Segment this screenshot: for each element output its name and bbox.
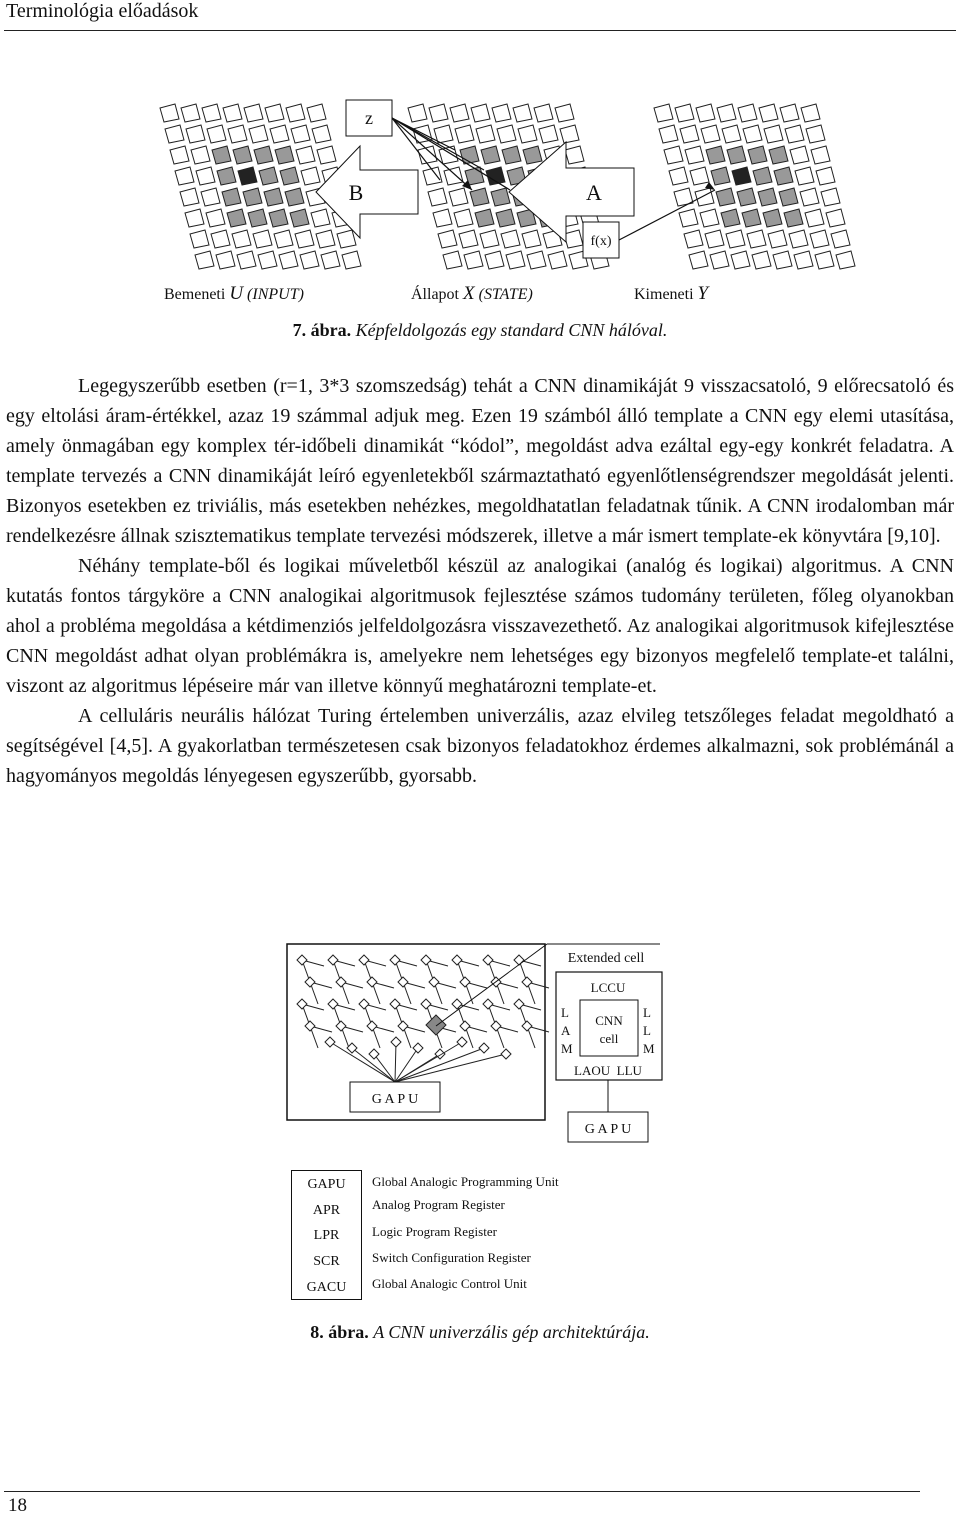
page-number: 18 — [8, 1495, 27, 1516]
svg-text:M: M — [643, 1041, 655, 1056]
gapu-left-label: G A P U — [371, 1092, 419, 1107]
svg-text:L: L — [561, 1005, 569, 1020]
figure-7-caption: 7. ábra. Képfeldolgozás egy standard CNN hálóval. — [292, 320, 668, 340]
svg-text:Kimeneti Y: Kimeneti Y — [634, 283, 709, 304]
svg-text:A: A — [561, 1023, 571, 1038]
footer-rule — [4, 1491, 920, 1492]
paragraph-3: A celluláris neurális hálózat Turing értelemben univerzális, azaz elvileg tetszőleges feladat megoldható a segítségével [4,5]. A gyakorlatban természetesen csak bizonyos feladatokhoz érdemes alkalmazni, sok problémánál a hagyományos megoldás lényegesen egyszerűbb, gyorsabb. — [6, 705, 954, 787]
a-label: A — [586, 180, 602, 205]
z-label: z — [365, 108, 373, 128]
svg-text:LCCU: LCCU — [590, 980, 626, 995]
b-label: B — [348, 180, 364, 205]
running-header: Terminológia előadások — [6, 0, 199, 22]
svg-text:Állapot X (STATE): Állapot X (STATE) — [411, 283, 533, 304]
svg-text:M: M — [561, 1041, 573, 1056]
figure-8-architecture-diagram — [0, 930, 960, 1170]
paragraph-2: Néhány template-ből és logikai műveletből készül az analogikai (analóg és logikai) algoritmus. A CNN kutatás fontos tárgyköre a CNN analogikai algoritmusok fejlesztése számos tudomány területen, főleg olyanokban ahol a probléma megoldása a kétdimenziós jelfeldolgozásra visszavezethető. Az analogikai algoritmusok kifejlesztése CNN megoldást adhat olyan problémákra is, amelyekre nem lehetséges egy bizonyos megfelelő template-et találni, viszont az algoritmus lépéseire már van illetve könnyű meghatározni template-et. — [6, 555, 954, 697]
svg-text:L: L — [643, 1023, 651, 1038]
output-grid — [654, 104, 855, 269]
figure-7-cnn-diagram — [0, 30, 960, 320]
svg-text:cell: cell — [599, 1031, 619, 1046]
fx-label: f(x) — [590, 234, 612, 249]
svg-text:Bemeneti U (INPUT): Bemeneti U (INPUT) — [164, 283, 304, 304]
paragraph-1: Legegyszerűbb esetben (r=1, 3*3 szomszedság) tehát a CNN dinamikáját 9 visszacsatoló, 9 előrecsatoló és egy eltolási áram-értékkel, azaz 19 számmal adjuk meg. Ezen 19 számból álló template a CNN egy elemi utasítása, amely önmagában egy komplex tér-időbeli dinamikát “kódol”, megoldást adva ezáltal egy-egy konkrét feladatra. A template tervezés a CNN dinamikáját leíró egyenletekből származtatható egyenlőtlenségrendszer megoldását jelenti. Bizonyos esetekben ez triviális, más esetekben nehézkes, megoldhatatlan feladatnak tűnik. A CNN irodalomban már rendelkezésre állnak szisztematikus template tervezési módszerek, illetve a már ismert template-ek könyvtára [9,10]. — [6, 375, 954, 547]
figure-8-caption: 8. ábra. A CNN univerzális gép architektúrája. — [310, 1322, 650, 1342]
gapu-right-label: G A P U — [584, 1122, 632, 1137]
svg-text:L: L — [643, 1005, 651, 1020]
svg-text:LAOU LLU: LAOU LLU — [574, 1063, 642, 1078]
body-text — [6, 371, 954, 791]
extended-cell-label: Extended cell — [567, 951, 645, 966]
svg-text:CNN: CNN — [595, 1013, 623, 1028]
